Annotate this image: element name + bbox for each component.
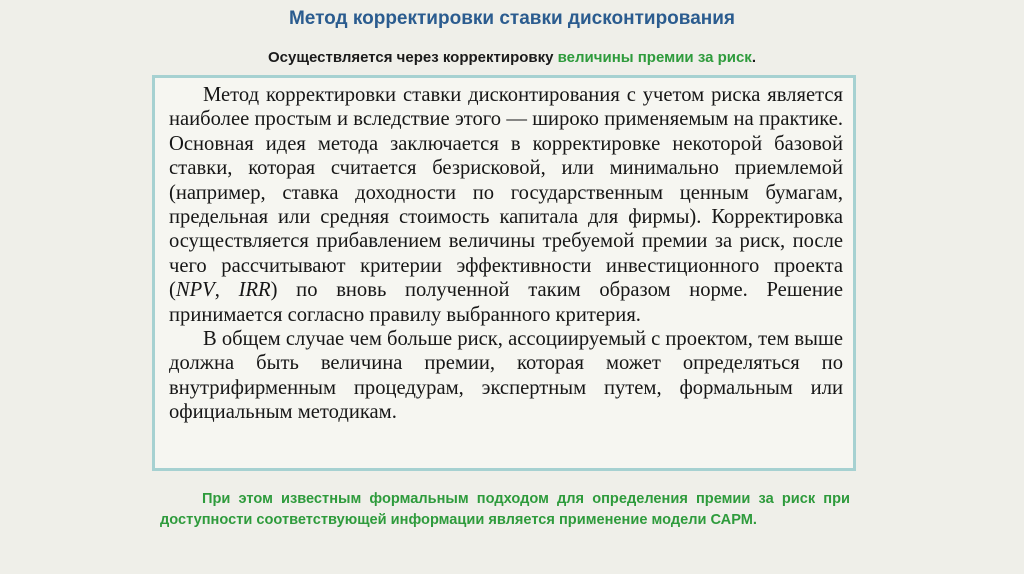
capm-note: При этом известным формальным подходом для определения премии за риск при доступности соответствующей информации является применение модели САРМ. [160,491,850,528]
quote-paragraph-1-end: ) по вновь полученной таким образом норме. Решение принимается согласно правилу выбранного критерия. [169,279,844,326]
slide-title: Метод корректировки ставки дисконтирования [288,8,736,29]
quote-paragraph-1 [169,83,843,327]
subtitle-period: . [751,49,756,66]
subtitle-highlight: величины премии за риск [557,49,752,66]
irr-term: IRR [238,279,271,302]
term-separator: , [214,279,239,302]
subtitle-text: Осуществляется через корректировку [267,49,558,66]
npv-term: NPV [175,279,215,302]
quoted-text-box [152,75,856,471]
slide-subtitle [0,49,1024,66]
quote-paragraph-1-text: Метод корректировки ставки дисконтирования с учетом риска является наиболее простым и вследствие этого — широко применяемым на практике. Основная идея метода заключается в корректировке некоторой базовой ставки, которая считается безрисковой, или минимально приемлемой (например, ставка доходности по государственным ценным бумагам, предельная или средняя стоимость капитала для фирмы). Корректировка осуществляется прибавлением величины требуемой премии за риск, после чего рассчитывают критерии эффективности инвестиционного проекта ( [169,84,843,302]
quote-paragraph-2: В общем случае чем больше риск, ассоциируемый с проектом, тем выше должна быть величина премии, которая может определяться по внутрифирменным процедурам, экспертным путем, формальным или официальным методикам. [169,328,843,424]
